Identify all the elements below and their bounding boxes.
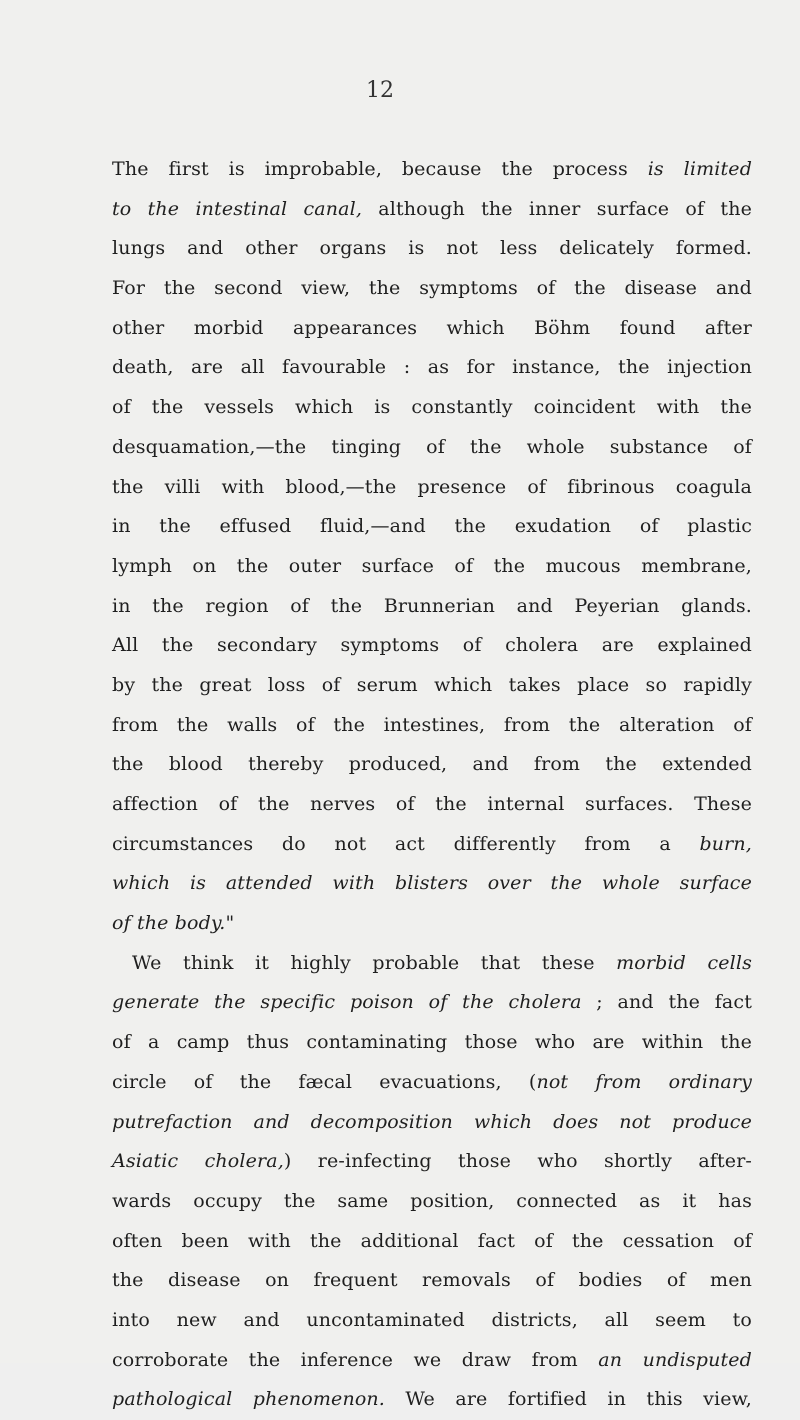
text-run: circle of the fæcal evacuations, ( xyxy=(112,1070,537,1093)
text-line xyxy=(112,745,752,785)
text-line xyxy=(112,1182,752,1222)
text-run: other morbid appearances which Böhm found after xyxy=(112,316,752,339)
text-run: of a camp thus contaminating those who are within the xyxy=(112,1031,752,1054)
text-line xyxy=(112,1261,752,1301)
text-run: into new and uncontaminated districts, all seem to xyxy=(112,1308,752,1331)
text-run: in the region of the Brunnerian and Peyerian glands. xyxy=(112,594,752,617)
text-line xyxy=(112,348,752,388)
text-run: wards occupy the same position, connected as it has xyxy=(112,1189,752,1212)
text-run: circumstances do not act differently from a xyxy=(112,832,700,855)
text-run: The first is improbable, because the process xyxy=(112,158,648,180)
italic-text: of the body. xyxy=(112,912,226,935)
text-line xyxy=(112,1341,752,1381)
text-line xyxy=(112,190,752,230)
text-run: All the secondary symptoms of cholera are explained xyxy=(112,634,752,657)
page-number: 12 xyxy=(366,78,394,103)
text-run: We are fortified in this view, xyxy=(385,1388,752,1411)
text-run: affection of the nerves of the internal surfaces. These xyxy=(112,793,752,815)
italic-text: an undisputed xyxy=(598,1348,752,1371)
text-run: We think it highly probable that these xyxy=(132,951,617,974)
text-line xyxy=(112,468,752,508)
text-line xyxy=(112,1222,752,1262)
text-run: ; and the fact xyxy=(581,991,752,1014)
text-run: often been with the additional fact of the cessation of xyxy=(112,1229,752,1252)
italic-text: is limited xyxy=(647,158,753,180)
text-line xyxy=(112,666,752,706)
text-run: For the second view, the symptoms of the disease and xyxy=(112,277,752,300)
text-line xyxy=(112,626,752,666)
text-run: the villi with blood,—the presence of fibrinous coagula xyxy=(112,475,752,498)
italic-text: to the intestinal canal, xyxy=(112,197,363,220)
italic-text: generate the specific poison of the cholera xyxy=(112,991,582,1014)
text-line xyxy=(112,864,752,904)
text-line xyxy=(112,983,752,1023)
text-run: " xyxy=(225,912,235,935)
text-line xyxy=(112,388,752,428)
text-line xyxy=(112,150,752,190)
text-line xyxy=(112,547,752,587)
text-line xyxy=(112,1103,752,1143)
body-text xyxy=(112,150,752,1420)
text-run: by the great loss of serum which takes place so rapidly xyxy=(112,673,752,696)
text-line xyxy=(112,1023,752,1063)
text-line xyxy=(112,229,752,269)
text-run: the blood thereby produced, and from the extended xyxy=(112,753,752,776)
text-run: lungs and other organs is not less delicately formed. xyxy=(112,237,752,260)
text-line xyxy=(112,1063,752,1103)
italic-text: putrefaction and decomposition which does not produce xyxy=(112,1110,752,1133)
text-line xyxy=(112,507,752,547)
italic-text: pathological phenomenon. xyxy=(112,1388,385,1411)
italic-text: not from ordinary xyxy=(536,1070,753,1093)
text-run: in the effused fluid,—and the exudation of plastic xyxy=(112,515,752,538)
text-line xyxy=(112,1142,752,1182)
text-run: lymph on the outer surface of the mucous membrane, xyxy=(112,554,752,577)
text-line xyxy=(112,1380,752,1420)
italic-text: morbid cells xyxy=(616,951,752,974)
text-line xyxy=(112,309,752,349)
text-line xyxy=(112,428,752,468)
text-run: corroborate the inference we draw from xyxy=(112,1348,599,1371)
italic-text: Asiatic cholera, xyxy=(112,1150,284,1173)
text-run: desquamation,—the tinging of the whole substance of xyxy=(112,435,752,458)
text-run: the disease on frequent removals of bodies of men xyxy=(112,1269,752,1292)
text-run: of the vessels which is constantly coincident with the xyxy=(112,396,752,419)
text-line xyxy=(112,1301,752,1341)
text-line xyxy=(112,904,752,944)
text-line xyxy=(112,587,752,627)
italic-text: which is attended with blisters over the whole surface xyxy=(112,872,752,895)
text-line xyxy=(112,269,752,309)
text-run: from the walls of the intestines, from the alteration of xyxy=(112,713,752,736)
text-line xyxy=(112,944,752,984)
text-line xyxy=(112,825,752,865)
italic-text: burn, xyxy=(699,832,752,855)
text-run: although the inner surface of the xyxy=(362,197,752,220)
text-run: death, are all favourable : as for instance, the injection xyxy=(112,356,752,379)
text-run: ) re-infecting those who shortly after- xyxy=(283,1150,752,1173)
text-line xyxy=(112,706,752,746)
text-line xyxy=(112,785,752,825)
